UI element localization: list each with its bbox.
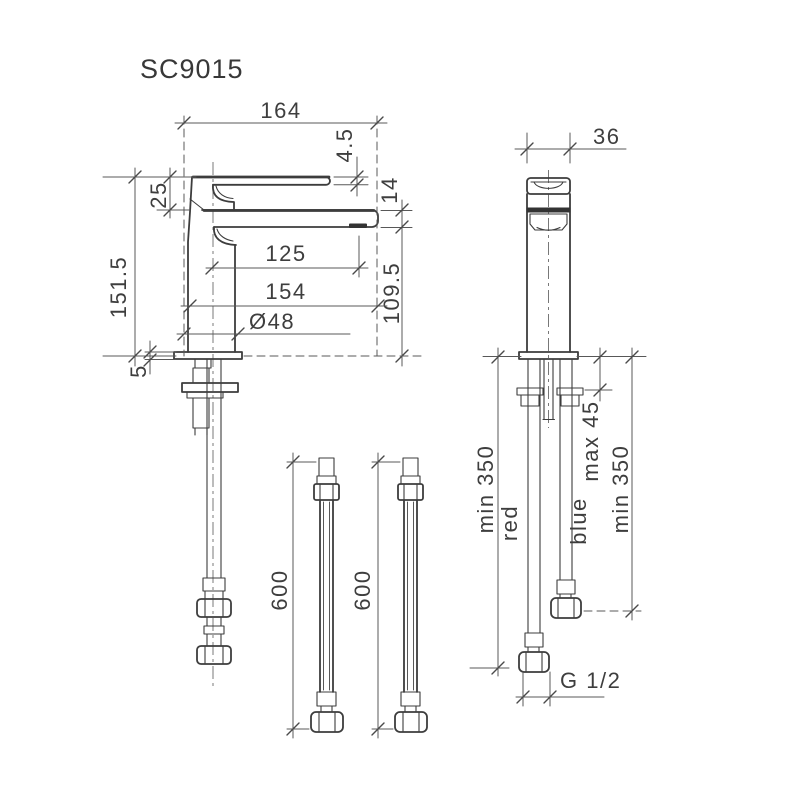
hose-neck-2	[207, 634, 221, 646]
hose-tube	[404, 500, 417, 692]
hose-end-nut	[395, 712, 427, 732]
hose-ferrule	[317, 692, 336, 706]
dim-hose-length-right: 600	[350, 569, 375, 611]
hot-hose-cap-flange	[517, 388, 543, 395]
dim-connection-thread: G 1/2	[560, 668, 622, 693]
hose-nut-upper	[197, 599, 231, 617]
side-view-faucet	[517, 170, 583, 672]
dim-base-plate-thickness: 5	[126, 364, 151, 378]
dim-body-diameter: Ø48	[249, 309, 296, 334]
dim-spout-section-height: 14	[377, 176, 402, 204]
hose-collar-upper	[205, 591, 223, 599]
handle-boss-detail	[216, 186, 233, 199]
hose-ferrule-upper	[203, 578, 225, 591]
front-view-dimensions	[103, 98, 424, 378]
dim-overall-width: 164	[260, 98, 302, 123]
hose-end-nut-facets	[403, 712, 419, 732]
cold-hose-cap-flange	[557, 388, 583, 395]
hose-collar	[401, 476, 420, 484]
cold-hose-color-label: blue	[566, 497, 591, 545]
cold-hose-nut-facets	[558, 598, 574, 618]
dim-overall-depth: 154	[265, 279, 307, 304]
hose-collar	[317, 476, 336, 484]
hose-top-nut	[314, 484, 339, 500]
hose-tube-inner-lines	[408, 502, 414, 690]
dim-body-width: 36	[593, 124, 621, 149]
hot-hose-ferrule	[525, 633, 543, 647]
dim-max45-lines	[585, 348, 612, 401]
dim-cold-hose-min-length: min 350	[608, 444, 633, 534]
hose-top-nut	[398, 484, 423, 500]
flexible-hose-left	[311, 458, 343, 732]
hose-ferrule	[401, 692, 420, 706]
shank-top-nut	[195, 359, 211, 368]
dim-max-deck-thickness: max 45	[578, 400, 603, 482]
cold-hose-lines	[560, 359, 572, 580]
handle-boss-curve	[213, 185, 234, 210]
hose-tube	[320, 500, 333, 692]
hose-nut-upper-facets	[205, 599, 223, 617]
dim-handle-height: 25	[146, 181, 171, 209]
hose-collar-lower	[204, 626, 224, 634]
hose-threaded-tip	[319, 458, 334, 476]
dim-lever-thickness: 4.5	[332, 127, 357, 163]
aerator	[349, 224, 367, 229]
hot-hose-cap-body	[521, 395, 539, 406]
hose-neck-1	[207, 617, 221, 626]
hose-top-nut-facets	[320, 484, 333, 500]
hose-top-nut-facets	[404, 484, 417, 500]
hot-hose-nut-facets	[526, 652, 542, 672]
hose-end-nut	[311, 712, 343, 732]
hose-nut-lower	[197, 646, 231, 664]
dim-total-height: 151.5	[106, 255, 131, 319]
flexible-hose-right	[395, 458, 427, 732]
hot-hose-lines	[528, 359, 540, 633]
cold-hose-cap-body	[561, 395, 579, 406]
cold-hose-ferrule	[557, 580, 575, 594]
dim-spout-height: 109.5	[379, 261, 404, 325]
body-left-edge	[188, 177, 192, 352]
model-number-label: SC9015	[140, 54, 244, 84]
cold-hose-nut	[551, 598, 581, 618]
body-joint-band	[527, 208, 571, 213]
body-chamfer-line	[190, 199, 204, 210]
dim-600-right-lines	[372, 453, 400, 738]
hot-hose-nut	[519, 652, 549, 672]
dim-hot-hose-min-length: min 350	[473, 444, 498, 534]
dim-spout-reach: 125	[265, 241, 307, 266]
hot-hose-color-label: red	[497, 504, 522, 542]
hose-threaded-tip	[403, 458, 418, 476]
hose-nut-lower-facets	[205, 646, 223, 664]
hose-tube-inner-lines	[324, 502, 330, 690]
shank-end-prongs	[195, 428, 207, 435]
mounting-washer	[182, 383, 238, 392]
dim-hose-length-left: 600	[267, 569, 292, 611]
hose-end-nut-facets	[319, 712, 335, 732]
